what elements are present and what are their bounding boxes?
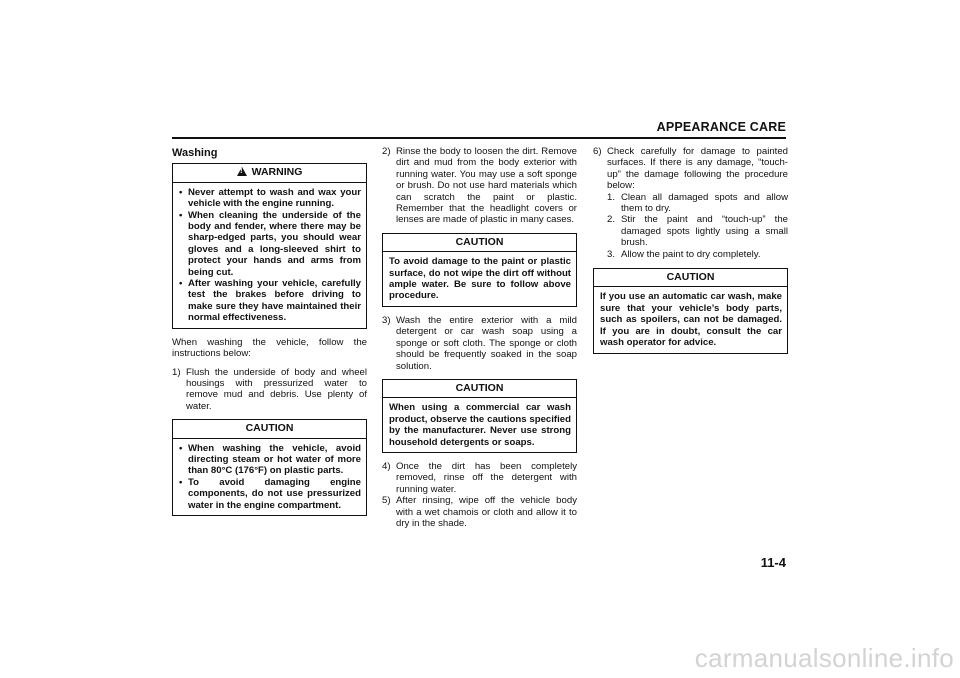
step-text: Check carefully for damage to painted surfaces. If there is any damage, “touch-up” the damage following the procedure below:: [607, 146, 788, 192]
caution-body: If you use an automatic car wash, make sure that your vehicle’s body parts, such as spoilers, can not be damaged. If you are in doubt, consult the car wash operator for advice.: [600, 291, 782, 349]
substep-number: 2.: [607, 214, 616, 226]
caution-body: [173, 439, 366, 515]
warning-triangle-icon: [237, 167, 247, 176]
watermark: carmanualsonline.info: [694, 643, 954, 673]
warning-item: • Never attempt to wash and wax your vehicle with the engine running.: [179, 186, 361, 210]
column-2: [382, 146, 577, 536]
page-number: 11-4: [760, 555, 786, 570]
intro-paragraph: When washing the vehicle, follow the instructions below:: [172, 336, 367, 360]
bullet-icon: •: [179, 209, 183, 221]
column-3: [593, 146, 788, 362]
step-number: 4): [382, 460, 391, 472]
substep-text: Allow the paint to dry completely.: [621, 248, 761, 260]
section-header-title: APPEARANCE CARE: [656, 120, 786, 134]
step-number: 3): [382, 314, 391, 326]
header-rule: [172, 137, 786, 139]
step-text: After rinsing, wipe off the vehicle body with a wet chamois or cloth and allow it to dry in the shade.: [396, 495, 577, 529]
step-text: Wash the entire exterior with a mild detergent or car wash soap using a sponge or soft cloth. The sponge or cloth should be frequently soaked in the soap solution.: [396, 314, 577, 372]
caution-box: [382, 233, 577, 307]
substep: [607, 249, 788, 260]
step-text: Once the dirt has been completely removed, rinse off the detergent with running water.: [396, 460, 577, 495]
warning-box: [172, 163, 367, 328]
warning-item: • After washing your vehicle, carefully test the brakes before driving to make sure they have maintained their normal effectiveness.: [179, 278, 361, 324]
step-6: [593, 146, 788, 192]
substep-text: Clean all damaged spots and allow them to dry.: [621, 191, 788, 215]
step-3: [382, 315, 577, 372]
warning-item: • When cleaning the underside of the body and fender, where there may be sharp-edged parts, you should wear gloves and a long-sleeved shirt to protect your hands and arms from being cut.: [179, 209, 361, 278]
substep-list: [593, 192, 788, 260]
section-title: Washing: [172, 147, 218, 159]
step-text: Rinse the body to loosen the dirt. Remove dirt and mud from the body exterior with running water. You may use a soft sponge or brush. Do not use hard materials which can scratch the paint or plastic. Remember that the headlight covers or lenses are made of plastic in many cases.: [396, 146, 577, 226]
step-1: [172, 367, 367, 413]
caution-box: [382, 379, 577, 453]
substep: [607, 214, 788, 248]
step-2: [382, 146, 577, 226]
column-1: [172, 146, 367, 524]
caution-box: [593, 268, 788, 353]
caution-heading: CAUTION: [173, 420, 366, 438]
caution-box: [172, 419, 367, 516]
step-4: [382, 461, 577, 495]
step-text: Flush the underside of body and wheel housings with pressurized water to remove mud and debris. Use plenty of water.: [186, 366, 367, 412]
bullet-icon: •: [179, 186, 183, 198]
warning-heading: [173, 164, 366, 182]
caution-item: • To avoid damaging engine components, do not use pressurized water in the engine compartment.: [179, 476, 361, 511]
substep-text: Stir the paint and “touch-up” the damaged spots lightly using a small brush.: [621, 214, 788, 249]
step-number: 5): [382, 495, 391, 507]
substep-number: 3.: [607, 248, 616, 260]
caution-heading: CAUTION: [594, 269, 787, 287]
warning-body: [173, 183, 366, 328]
caution-body: To avoid damage to the paint or plastic surface, do not wipe the dirt off without ample water. Be sure to follow above procedure.: [389, 256, 571, 302]
bullet-icon: •: [179, 278, 183, 290]
substep-number: 1.: [607, 191, 616, 203]
caution-item: • When washing the vehicle, avoid directing steam or hot water of more than 80°C (176°F) on plastic parts.: [179, 442, 361, 477]
caution-body: When using a commercial car wash product, observe the cautions specified by the manufacturer. Never use strong household detergents or soaps.: [389, 402, 571, 448]
bullet-icon: •: [179, 476, 183, 488]
step-number: 1): [172, 366, 181, 378]
step-number: 2): [382, 146, 391, 157]
caution-heading: CAUTION: [383, 380, 576, 398]
bullet-icon: •: [179, 442, 183, 454]
step-5: [382, 495, 577, 529]
step-number: 6): [593, 146, 602, 157]
substep: [607, 192, 788, 215]
warning-heading-label: WARNING: [251, 166, 303, 179]
caution-heading: CAUTION: [383, 234, 576, 252]
